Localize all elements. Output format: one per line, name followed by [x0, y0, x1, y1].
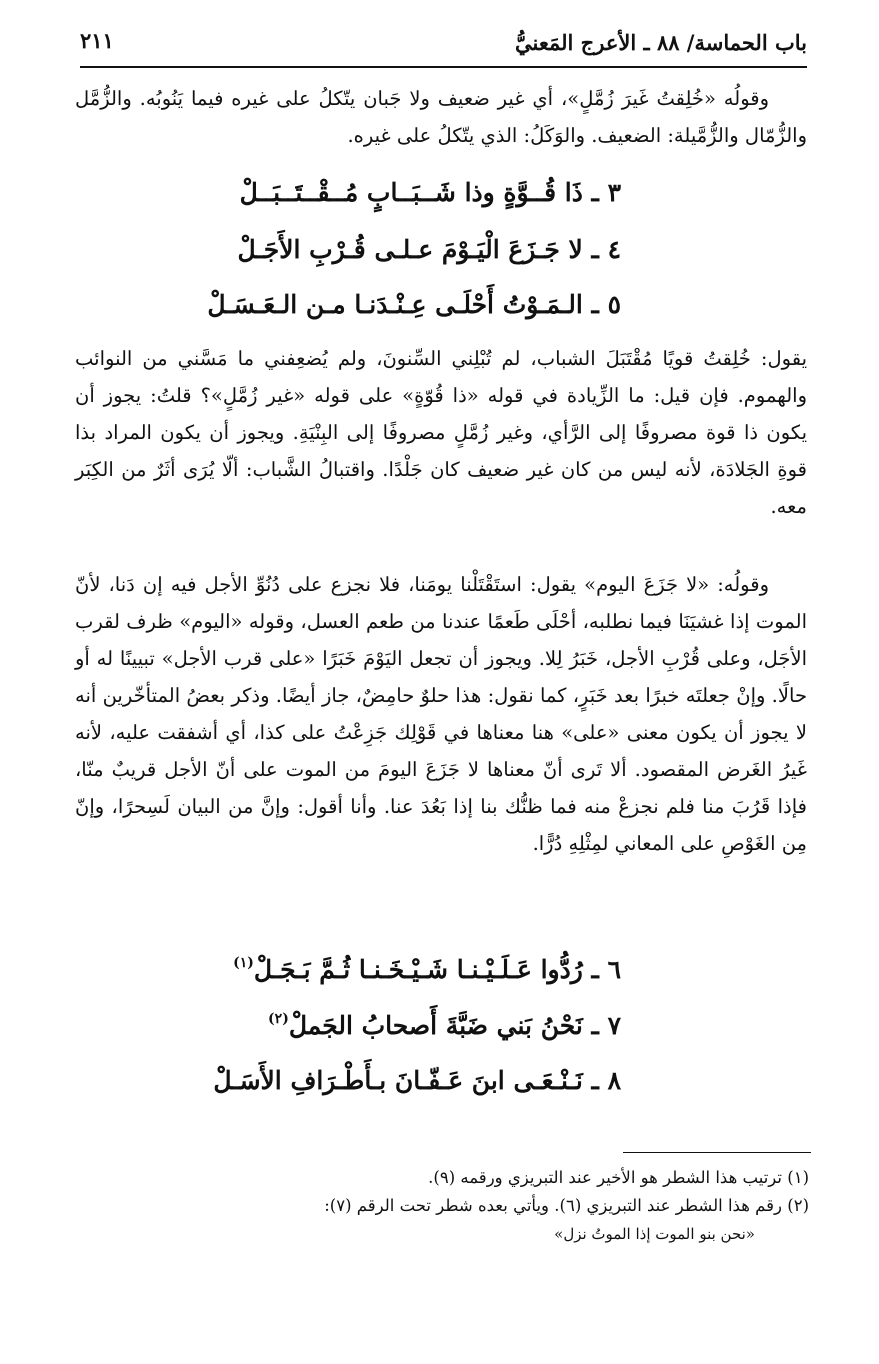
chapter-title: باب الحماسة/ ٨٨ ـ الأعرج المَعنيُّ	[515, 30, 807, 55]
verse-7	[268, 1011, 621, 1040]
commentary-paragraph-2	[75, 340, 807, 525]
verse-4	[238, 235, 621, 264]
verse-text: ٧ ـ نَحْنُ بَني ضَبَّةَ أَصحابُ الجَملْ	[288, 1011, 621, 1040]
footnote-divider	[623, 1152, 811, 1153]
commentary-paragraph-3	[75, 566, 807, 862]
verse-text: ٤ ـ لا جَـزَعَ الْيَـوْمَ عـلـى قُـرْبِ الأَجَـلْ	[237, 235, 621, 264]
footnote-marker: (١)	[233, 955, 254, 971]
verse-text: ٦ ـ رُدُّوا عَـلَـيْـنـا شَـيْـخَـنـا ثُـمَّ بَـجَـلْ	[253, 955, 621, 984]
verse-text: ٨ ـ نَـنْـعَـى ابنَ عَـفّـانَ بـأَطْـرَافِ الأَسَـلْ	[213, 1066, 621, 1095]
verse-8	[213, 1066, 621, 1095]
verse-text: ٣ ـ ذَا قُــوَّةٍ وذا شَــبَــابٍ مُــقْــتَــبَــلْ	[239, 178, 621, 207]
verse-6	[233, 955, 621, 984]
footnote-2-quote: «نحن بنو الموت إذا الموتُ نزل»	[554, 1225, 755, 1243]
verse-5	[207, 290, 621, 319]
page-number: ٢١١	[80, 28, 114, 53]
commentary-paragraph-1	[75, 80, 807, 154]
verse-text: ٥ ـ الـمَـوْتُ أَحْلَـى عِـنْـدَنـا مـن الـعَـسَـلْ	[207, 290, 621, 319]
footnote-1: (١) ترتيب هذا الشطر هو الأخير عند التبريزي ورقمه (٩).	[428, 1168, 809, 1187]
footnotes	[69, 1164, 809, 1248]
running-header	[80, 14, 807, 68]
footnote-marker: (٢)	[268, 1011, 289, 1027]
paragraph-text: وقولُه: «لا جَزَعَ اليوم» يقول: استَقْتَلْنا يومَنا، فلا نجزع على دُنُوِّ الأجل فيه إن دَنا، لأنّ الموت إذا غشيَنَا فيما نطلبه، أحْلَى طَعمًا عندنا من طعم العسل، وقوله «اليوم» ظرف لقرب الأجَل، وعلى قُرْبِ الأجل، خَبَرُ لِلا. ويجوز أن تجعل اليَوْمَ خَبَرًا «على قرب الأجل» تبيينًا له أو حالًا. وإنْ جعلتَه خبرًا بعد خَبَرٍ، كما نقول: هذا حلوٌ حامِضٌ، جاز أيضًا. وذكر بعضُ المتأخّرين أنه لا يجوز أن يكون معنى «على» هنا معناها في قَوْلِك جَزِعْتُ على كذا، أي أشفقت عليه، لأنه غَيرُ الغَرض المقصود. ألا تَرى أنّ معناها لا جَزَعَ اليومَ من الموت على أنّ الأجل قريبٌ منّا، فإذا قَرُبَ منا فلم نجزعْ منه فما ظنُّك بنا إذا بَعُدَ عنا. وأنا أقول: وإنَّ من البيان لَسِحرًا، وإنّ مِن الغَوْصِ على المعاني لمِثْلِهِ دُرًّا.	[75, 573, 807, 855]
footnote-2: (٢) رقم هذا الشطر عند التبريزي (٦). ويأتي بعده شطر تحت الرقم (٧):	[324, 1196, 809, 1215]
paragraph-text: يقول: خُلِقتُ قويًا مُقْتَبَلَ الشباب، لم تُبْلِني السِّنونَ، ولم يُضعِفني ما مَسَّني من النوائب والهموم. فإن قيل: ما الزِّيادة في قوله «ذا قُوّةٍ» على قوله «غير زُمَّلٍ»؟ قلتُ: يجوز أن يكون ذا قوة مصروفًا إلى الرَّأي، وغير زُمَّلٍ مصروفًا إلى البِنْيَةِ. ويجوز أن يكون المراد بذا قوةِ الجَلادَة، لأنه ليس من كان غير ضعيف كان جَلْدًا. واقتبالُ الشَّباب: ألّا يُرَى أثَرٌ من الكِبَر معه.	[75, 347, 807, 518]
paragraph-text: وقولُه «خُلِقتُ غَيرَ زُمَّلٍ»، أي غير ضعيف ولا جَبان يتّكلُ على غيره فيما يَنُوبُه. والزُّمَّل والزُّمّال والزُّمَّيلة: الضعيف. والوَكَلُ: الذي يتّكلُ على غيره.	[75, 87, 807, 147]
verse-3	[240, 178, 621, 207]
